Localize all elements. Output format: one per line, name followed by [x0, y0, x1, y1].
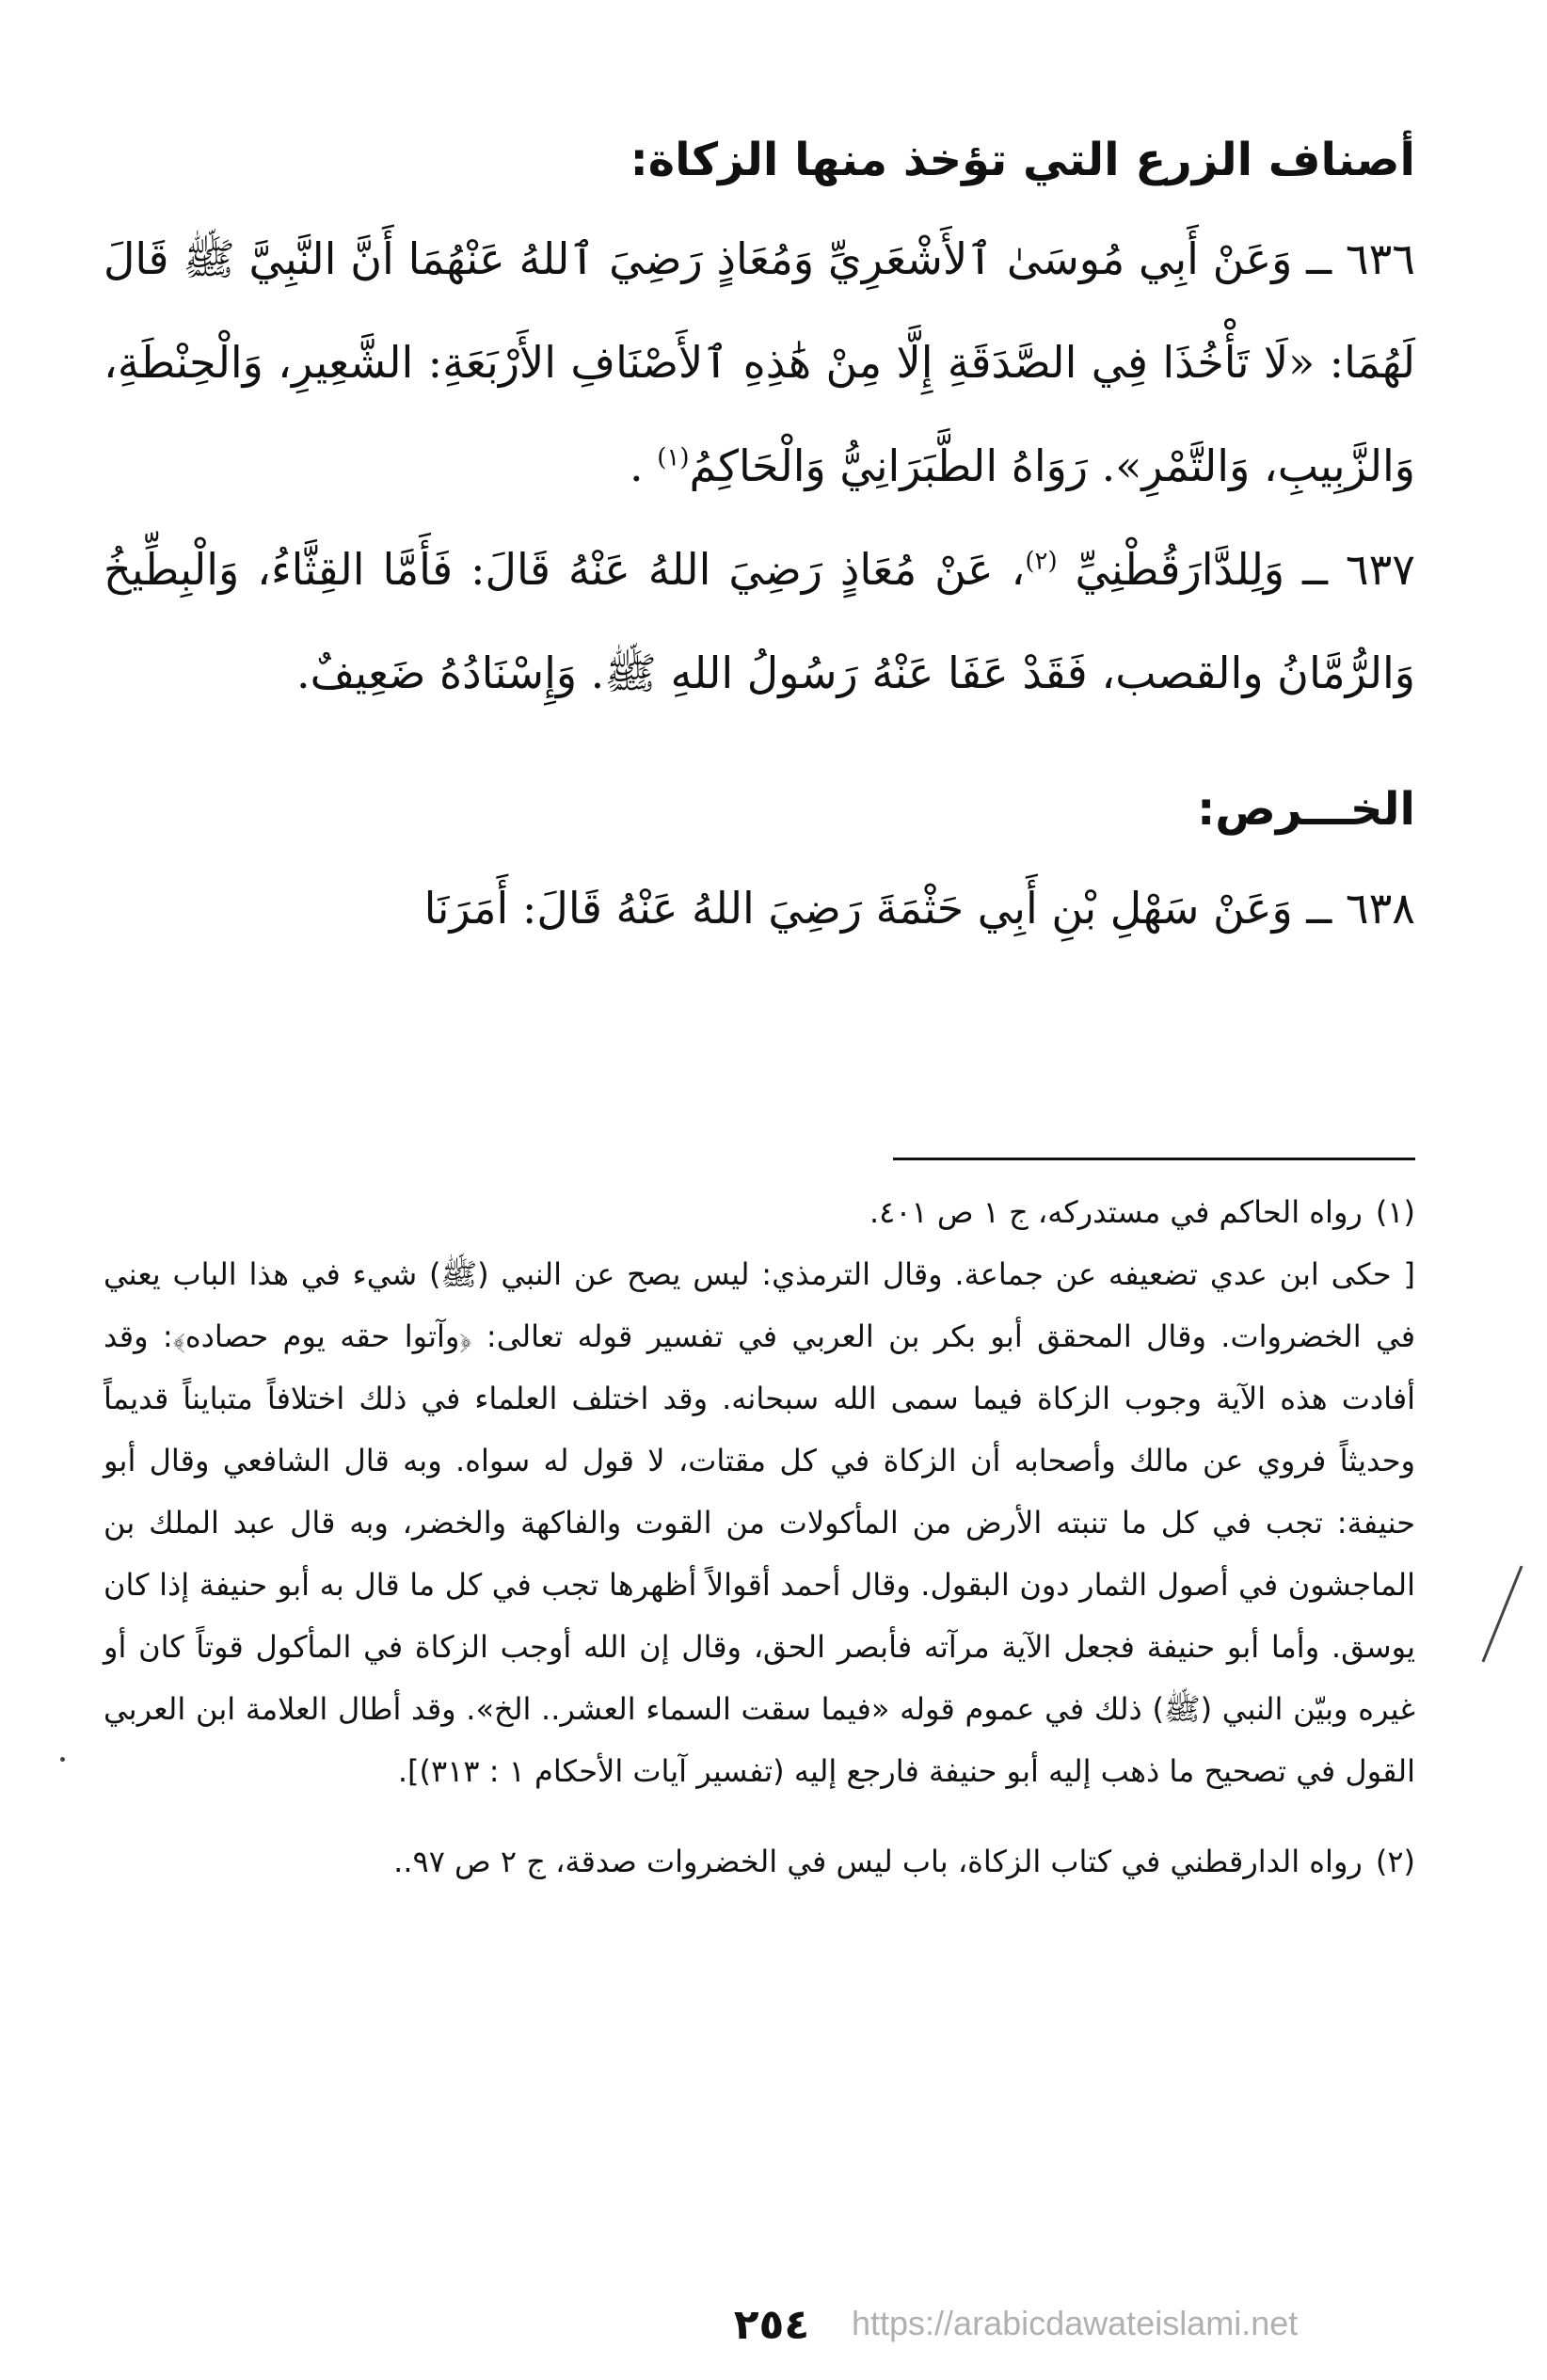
section-heading-zakat-crops: أصناف الزرع التي تؤخذ منها الزكاة: [630, 134, 1415, 186]
section-heading-khars: الخـــرص: [1197, 783, 1415, 836]
section-gap [104, 725, 1415, 762]
footnote-ref-2: (٢) [1025, 547, 1058, 576]
hadith-638: ٦٣٨ ــ وَعَنْ سَهْلِ بْنِ أَبِي حَثْمَةَ رَضِيَ اللهُ عَنْهُ قَالَ: أَمَرَنَا [423, 883, 1415, 934]
hadith-636-end: . [630, 440, 644, 491]
page-number: ٢٥٤ [733, 2301, 810, 2349]
footnote-1-number: (١) [1375, 1194, 1415, 1230]
hadith-636 [104, 207, 1415, 518]
scan-dot [60, 1757, 65, 1762]
scan-mark [1482, 1565, 1523, 1662]
footnote-1-text: رواه الحاكم في مستدركه، ج ١ ص ٤٠١. [869, 1194, 1363, 1230]
footnote-2-text: رواه الدارقطني في كتاب الزكاة، باب ليس في الخضروات صدقة، ج ٢ ص ٩٧.. [393, 1844, 1363, 1879]
footnote-ref-1: (١) [657, 443, 690, 472]
footnote-divider [893, 1158, 1415, 1160]
footnotes [104, 1181, 1415, 1893]
footnote-1-commentary: [ حكى ابن عدي تضعيفه عن جماعة. وقال الترمذي: ليس يصح عن النبي (ﷺ) شيء في هذا الباب يعني في الخضروات. وقال المحقق أبو بكر بن العربي في تفسير قوله تعالى: ﴿وآتوا حقه يوم حصاده﴾: وقد أفادت هذه الآية وجوب الزكاة فيما سمى الله سبحانه. وقد اختلف العلماء في ذلك اختلافاً متبايناً قديماً وحديثاً فروي عن مالك وأصحابه أن الزكاة في كل مقتات، لا قول له سواه. وبه قال الشافعي وقال أبو حنيفة: تجب في كل ما تنبته الأرض من المأكولات من القوت والفاكهة والخضر، وبه قال عبد الملك بن الماجشون في أصول الثمار دون البقول. وقال أحمد أقوالاً أظهرها تجب في كل ما قال به أبو حنيفة إذا كان يوسق. وأما أبو حنيفة فجعل الآية مرآته فأبصر الحق، وقال إن الله أوجب الزكاة في المأكول قوتاً كان أو غيره وبيّن النبي (ﷺ) ذلك في عموم قوله «فيما سقت السماء العشر.. الخ». وقد أطال العلامة ابن العربي القول في تصحيح ما ذهب إليه أبو حنيفة فارجع إليه (تفسير آيات الأحكام ١ : ٣١٣)]. [104, 1256, 1415, 1789]
hadith-637-text-b: ، عَنْ مُعَاذٍ رَضِيَ اللهُ عَنْهُ قَالَ: فَأَمَّا القِثَّاءُ، وَالْبِطِّيخُ وَالرُّمَّانُ والقصب، فَقَدْ عَفَا عَنْهُ رَسُولُ اللهِ ﷺ. وَإِسْنَادُهُ ضَعِيفٌ. [104, 544, 1415, 698]
hadith-636-text: ٦٣٦ ــ وَعَنْ أَبِي مُوسَىٰ ٱلأَشْعَرِيِّ وَمُعَاذٍ رَضِيَ ٱللهُ عَنْهُمَا أَنَّ النَّبِيَّ ﷺ قَالَ لَهُمَا: «لَا تَأْخُذَا فِي الصَّدَقَةِ إِلَّا مِنْ هَٰذِهِ ٱلأَصْنَافِ الأَرْبَعَةِ: الشَّعِيرِ، وَالْحِنْطَةِ، وَالزَّبِيبِ، وَالتَّمْرِ». رَوَاهُ الطَّبَرَانِيُّ وَالْحَاكِمُ [104, 233, 1415, 491]
hadith-637-text-a: ٦٣٧ ــ وَلِلدَّارَقُطْنِيِّ [1075, 544, 1415, 595]
footnote-gap [104, 1802, 1415, 1830]
hadith-637 [104, 518, 1415, 725]
watermark-url: https://arabicdawateislami.net [852, 2304, 1299, 2342]
footnote-2-number: (٢) [1375, 1844, 1415, 1879]
footnote-2 [104, 1830, 1415, 1893]
footnote-1 [104, 1181, 1415, 1243]
main-text [104, 113, 1415, 960]
